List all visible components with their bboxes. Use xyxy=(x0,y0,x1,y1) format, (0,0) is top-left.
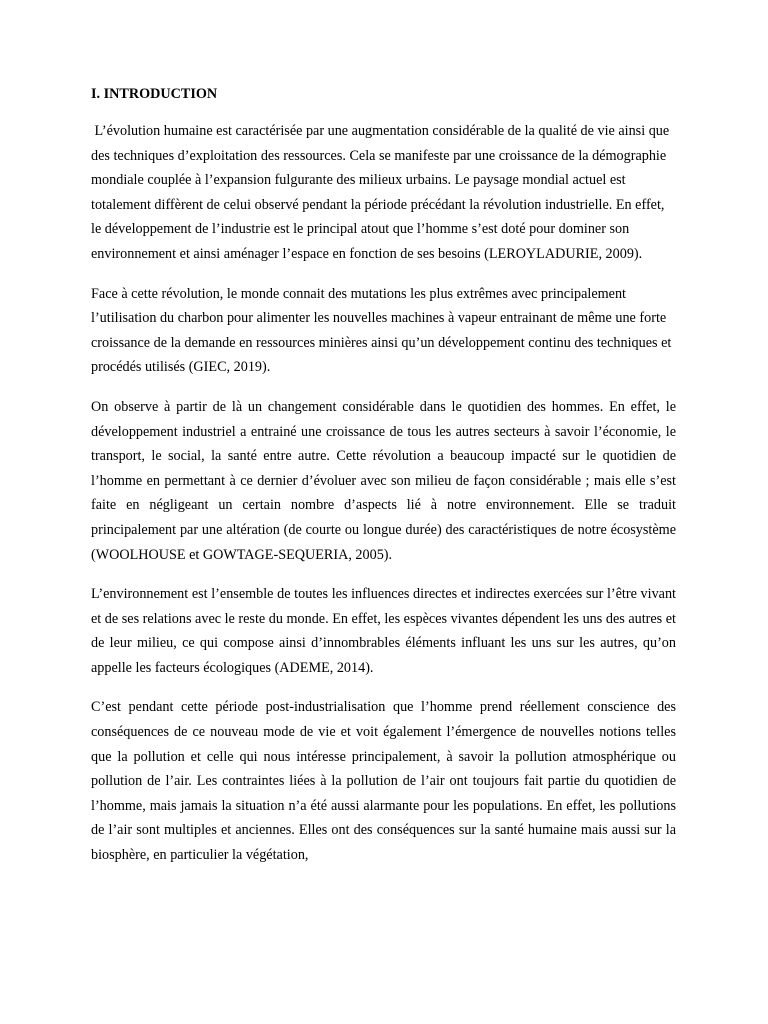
paragraph-5: C’est pendant cette période post-industrialisation que l’homme prend réellement conscience des conséquences de ce nouveau mode de vie et voit également l’émergence de nouvelles notions telles que la pollution et celle qui nous intéresse principalement, à savoir la pollution atmosphérique ou pollution de l’air. Les contraintes liées à la pollution de l’air ont toujours fait partie du quotidien de l’homme, mais jamais la situation n’a été aussi alarmante pour les populations. En effet, les pollutions de l’air sont multiples et anciennes. Elles ont des conséquences sur la santé humaine mais aussi sur la biosphère, en particulier la végétation, xyxy=(91,699,676,864)
paragraph-2: Face à cette révolution, le monde connait des mutations les plus extrêmes avec principalement l’utilisation du charbon pour alimenter les nouvelles machines à vapeur entrainant de même une forte croissance de la demande en ressources minières ainsi qu’un développement continu des techniques et procédés utilisés (GIEC, 2019). xyxy=(91,285,672,376)
section-heading: I. INTRODUCTION xyxy=(91,86,218,102)
paragraph-1: L’évolution humaine est caractérisée par une augmentation considérable de la qualité de vie ainsi que des techniques d’exploitation des ressources. Cela se manifeste par une croissance de la démographie mondiale couplée à l’expansion fulgurante des milieux urbains. Le paysage mondial actuel est totalement diffèrent de celui observé pendant la période précédant la révolution industrielle. En effet, le développement de l’industrie est le principal atout que l’homme s’est doté pour dominer son environnement et ainsi aménager l’espace en fonction de ses besoins (LEROYLADURIE, 2009). xyxy=(91,123,670,262)
paragraph-4: L’environnement est l’ensemble de toutes les influences directes et indirectes exercées sur l’être vivant et de ses relations avec le reste du monde. En effet, les espèces vivantes dépendent les uns des autres et de leur milieu, ce qui compose ainsi d’innombrables éléments influant les uns sur les autres, qu’on appelle les facteurs écologiques (ADEME, 2014). xyxy=(91,586,676,676)
paragraph-3: On observe à partir de là un changement considérable dans le quotidien des hommes. En effet, le développement industriel a entrainé une croissance de tous les autres secteurs à savoir l’économie, le transport, le social, la santé entre autre. Cette révolution a beaucoup impacté sur le quotidien de l’homme en permettant à ce dernier d’évoluer avec son milieu de façon considérable ; mais elle s’est faite en négligeant un certain nombre d’aspects lié à notre environnement. Elle se traduit principalement par une altération (de courte ou longue durée) des caractéristiques de notre écosystème (WOOLHOUSE et GOWTAGE-SEQUERIA, 2005). xyxy=(91,398,676,563)
document-body xyxy=(91,84,676,883)
